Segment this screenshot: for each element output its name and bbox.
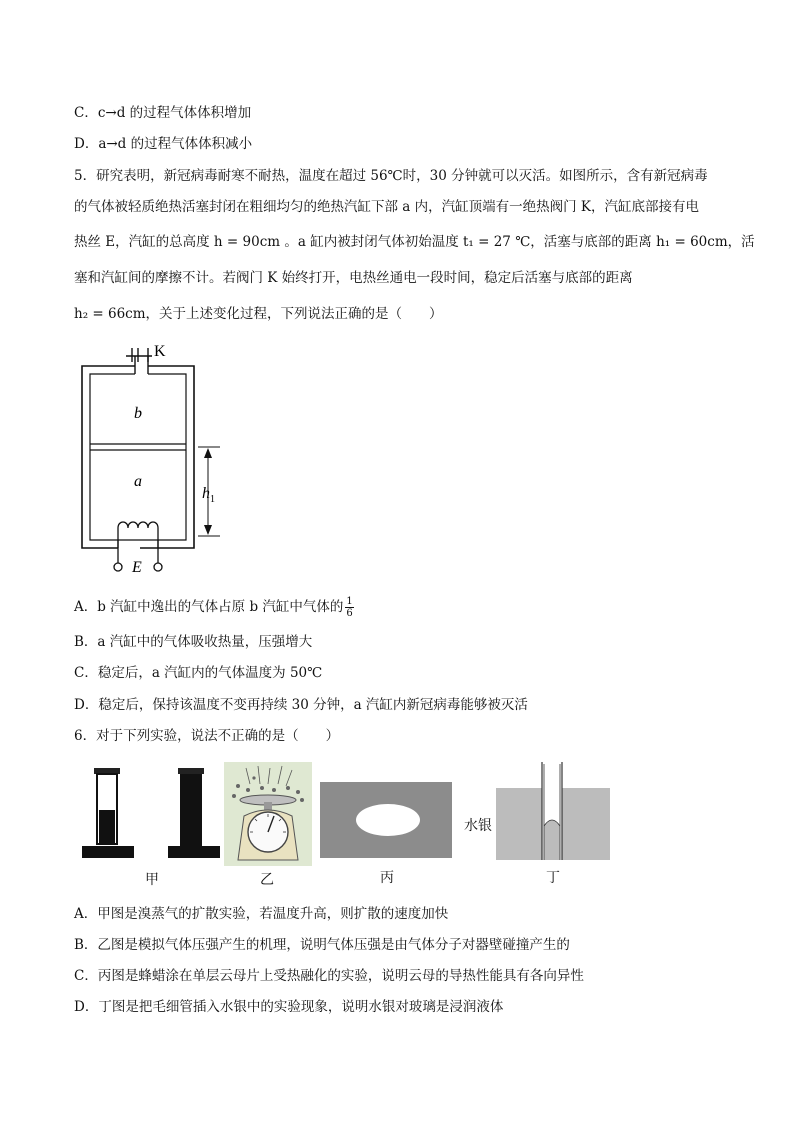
q5-option-b: B．a 汽缸中的气体吸收热量，压强增大 xyxy=(74,634,313,650)
caption-ding: 丁 xyxy=(546,870,560,886)
label-e: E xyxy=(132,559,142,576)
q4-option-c: C．c→d 的过程气体体积增加 xyxy=(74,105,252,121)
q5-option-d: D．稳定后，保持该温度不变再持续 30 分钟，a 汽缸内新冠病毒能够被灭活 xyxy=(74,697,528,713)
label-h1: $h_1$ xyxy=(202,485,215,505)
q5-stem-line-2: 的气体被轻质绝热活塞封闭在粗细均匀的绝热汽缸下部 a 内，汽缸顶端有一绝热阀门 K，汽缸底部接有电 xyxy=(74,199,700,215)
q6-option-a: A．甲图是溴蒸气的扩散实验，若温度升高，则扩散的速度加快 xyxy=(74,906,449,922)
q5-stem-line-5: h₂ = 66cm，关于上述变化过程，下列说法正确的是（ ） xyxy=(74,306,443,322)
q5-option-a: A．b 汽缸中逸出的气体占原 b 汽缸中气体的 $\frac{1}{6}$ xyxy=(74,596,353,619)
q5-option-c: C．稳定后，a 汽缸内的气体温度为 50℃ xyxy=(74,665,323,681)
caption-yi: 乙 xyxy=(260,872,274,888)
figure-yi-scale xyxy=(224,762,312,866)
q6-stem: 6．对于下列实验，说法不正确的是（ ） xyxy=(74,728,340,744)
q5-stem-line-1: 5．研究表明，新冠病毒耐寒不耐热，温度在超过 56℃时，30 分钟就可以灭活。如图所示，含有新冠病毒 xyxy=(74,168,708,184)
label-b: b xyxy=(134,405,142,422)
q4-option-d: D．a→d 的过程气体体积减小 xyxy=(74,136,253,152)
figure-bing-mica xyxy=(320,782,452,858)
q6-option-c: C．丙图是蜂蜡涂在单层云母片上受热融化的实验，说明云母的导热性能具有各向异性 xyxy=(74,968,584,984)
caption-bing: 丙 xyxy=(380,870,394,886)
caption-jia: 甲 xyxy=(145,872,159,888)
q6-option-b: B．乙图是模拟气体压强产生的机理，说明气体压强是由气体分子对器壁碰撞产生的 xyxy=(74,937,570,953)
figure-jia-diffusion xyxy=(78,764,226,864)
mercury-label: 水银 xyxy=(464,818,492,834)
cylinder-diagram xyxy=(74,338,244,578)
figure-ding-capillary xyxy=(496,762,610,860)
q5-stem-line-3: 热丝 E，汽缸的总高度 h = 90cm 。a 缸内被封闭气体初始温度 t₁ = 27 ℃，活塞与底部的距离 h₁ = 60cm，活 xyxy=(74,234,755,250)
q5-stem-line-4: 塞和汽缸间的摩擦不计。若阀门 K 始终打开，电热丝通电一段时间，稳定后活塞与底部的距离 xyxy=(74,270,633,286)
q6-option-d: D．丁图是把毛细管插入水银中的实验现象，说明水银对玻璃是浸润液体 xyxy=(74,999,504,1015)
label-k: K xyxy=(154,343,166,360)
label-a: a xyxy=(134,473,142,490)
fraction-one-sixth: $\frac{1}{6}$ xyxy=(346,596,353,619)
